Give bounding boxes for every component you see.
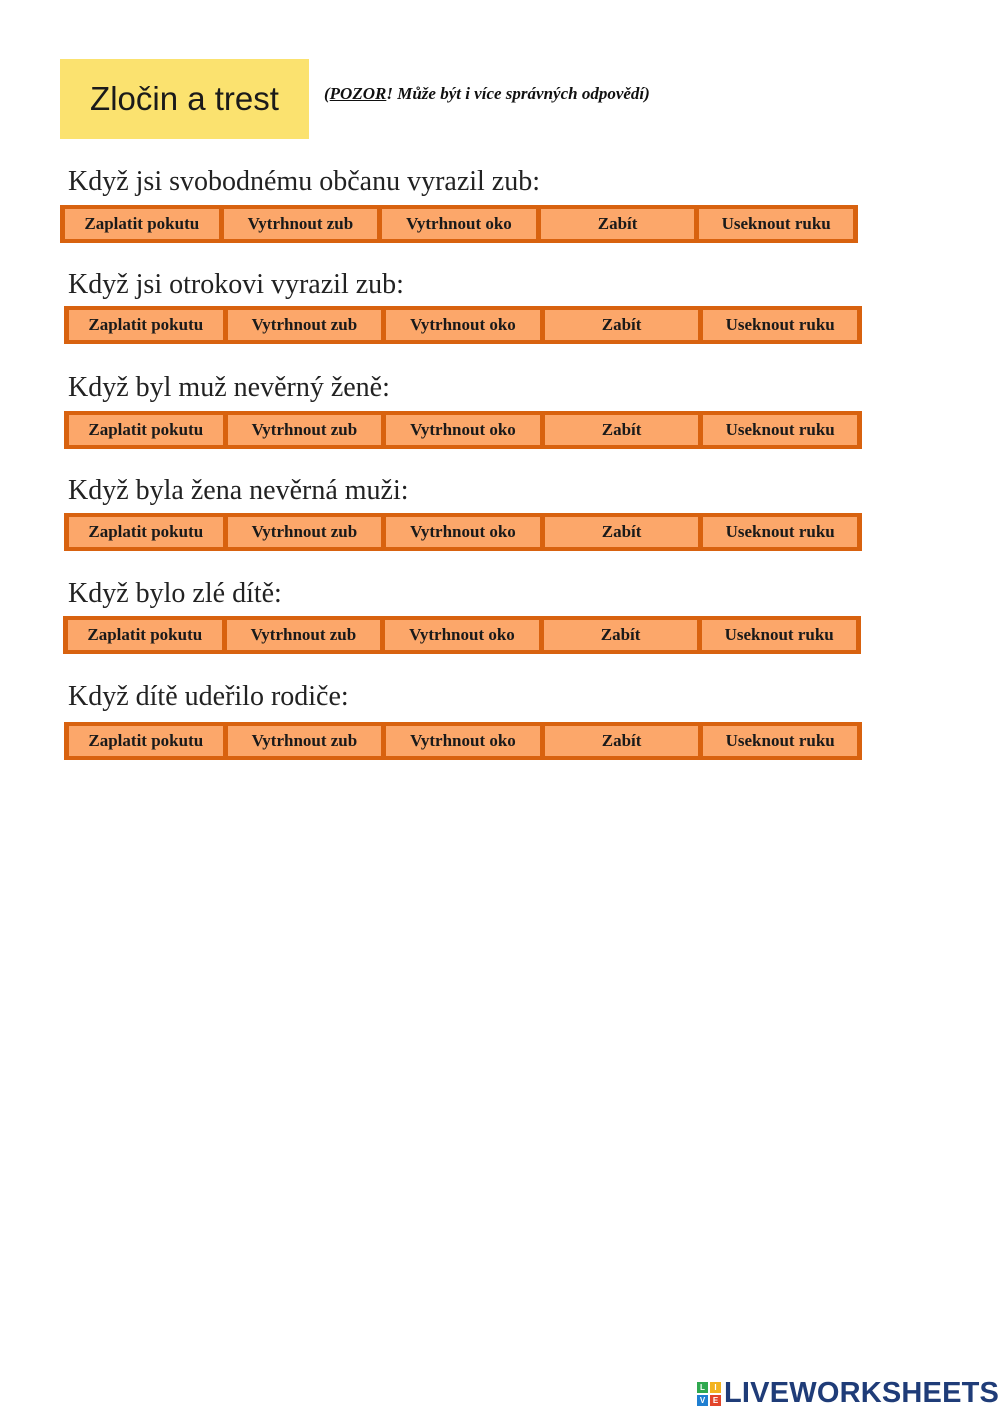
logo-square: V [697,1395,708,1406]
option-zabit[interactable]: Zabít [544,620,698,650]
option-zaplatit-pokutu[interactable]: Zaplatit pokutu [69,726,223,756]
logo-square: E [710,1395,721,1406]
option-zabit[interactable]: Zabít [541,209,695,239]
option-zabit[interactable]: Zabít [545,415,699,445]
logo-squares-icon [697,1382,721,1406]
option-vytrhnout-zub[interactable]: Vytrhnout zub [228,310,382,340]
logo-square: I [710,1382,721,1393]
option-zabit[interactable]: Zabít [545,310,699,340]
option-zabit[interactable]: Zabít [545,726,699,756]
question-text: Když byla žena nevěrná muži: [68,475,409,506]
answer-options-row [64,306,862,344]
question-text: Když jsi svobodnému občanu vyrazil zub: [68,166,541,197]
question-text: Když byl muž nevěrný ženě: [68,372,390,403]
notice-emphasis: POZOR [329,84,387,103]
option-useknout-ruku[interactable]: Useknout ruku [699,209,853,239]
option-useknout-ruku[interactable]: Useknout ruku [702,620,856,650]
answer-options-row [64,722,862,760]
option-vytrhnout-oko[interactable]: Vytrhnout oko [385,620,539,650]
option-zaplatit-pokutu[interactable]: Zaplatit pokutu [69,517,223,547]
page-title: Zločin a trest [90,80,279,117]
option-zaplatit-pokutu[interactable]: Zaplatit pokutu [69,310,223,340]
option-vytrhnout-zub[interactable]: Vytrhnout zub [224,209,378,239]
answer-options-row [60,205,858,243]
logo-text: LIVEWORKSHEETS [724,1377,1000,1409]
option-useknout-ruku[interactable]: Useknout ruku [703,310,857,340]
option-vytrhnout-oko[interactable]: Vytrhnout oko [382,209,536,239]
answer-options-row [64,513,862,551]
option-vytrhnout-zub[interactable]: Vytrhnout zub [227,620,381,650]
liveworksheets-logo [697,1377,999,1410]
option-vytrhnout-zub[interactable]: Vytrhnout zub [228,517,382,547]
option-vytrhnout-oko[interactable]: Vytrhnout oko [386,415,540,445]
option-useknout-ruku[interactable]: Useknout ruku [703,415,857,445]
question-text: Když bylo zlé dítě: [68,578,282,609]
option-vytrhnout-oko[interactable]: Vytrhnout oko [386,517,540,547]
option-zabit[interactable]: Zabít [545,517,699,547]
notice-text: (POZOR! Může být i více správných odpovědí) [324,84,650,103]
option-zaplatit-pokutu[interactable]: Zaplatit pokutu [65,209,219,239]
question-text: Když jsi otrokovi vyrazil zub: [68,269,404,300]
option-vytrhnout-oko[interactable]: Vytrhnout oko [386,310,540,340]
option-zaplatit-pokutu[interactable]: Zaplatit pokutu [69,415,223,445]
title-box [60,59,309,139]
logo-square: L [697,1382,708,1393]
question-text: Když dítě udeřilo rodiče: [68,681,349,712]
option-useknout-ruku[interactable]: Useknout ruku [703,726,857,756]
option-zaplatit-pokutu[interactable]: Zaplatit pokutu [68,620,222,650]
answer-options-row [64,411,862,449]
option-vytrhnout-zub[interactable]: Vytrhnout zub [228,415,382,445]
answer-options-row [63,616,861,654]
option-vytrhnout-oko[interactable]: Vytrhnout oko [386,726,540,756]
option-vytrhnout-zub[interactable]: Vytrhnout zub [228,726,382,756]
option-useknout-ruku[interactable]: Useknout ruku [703,517,857,547]
